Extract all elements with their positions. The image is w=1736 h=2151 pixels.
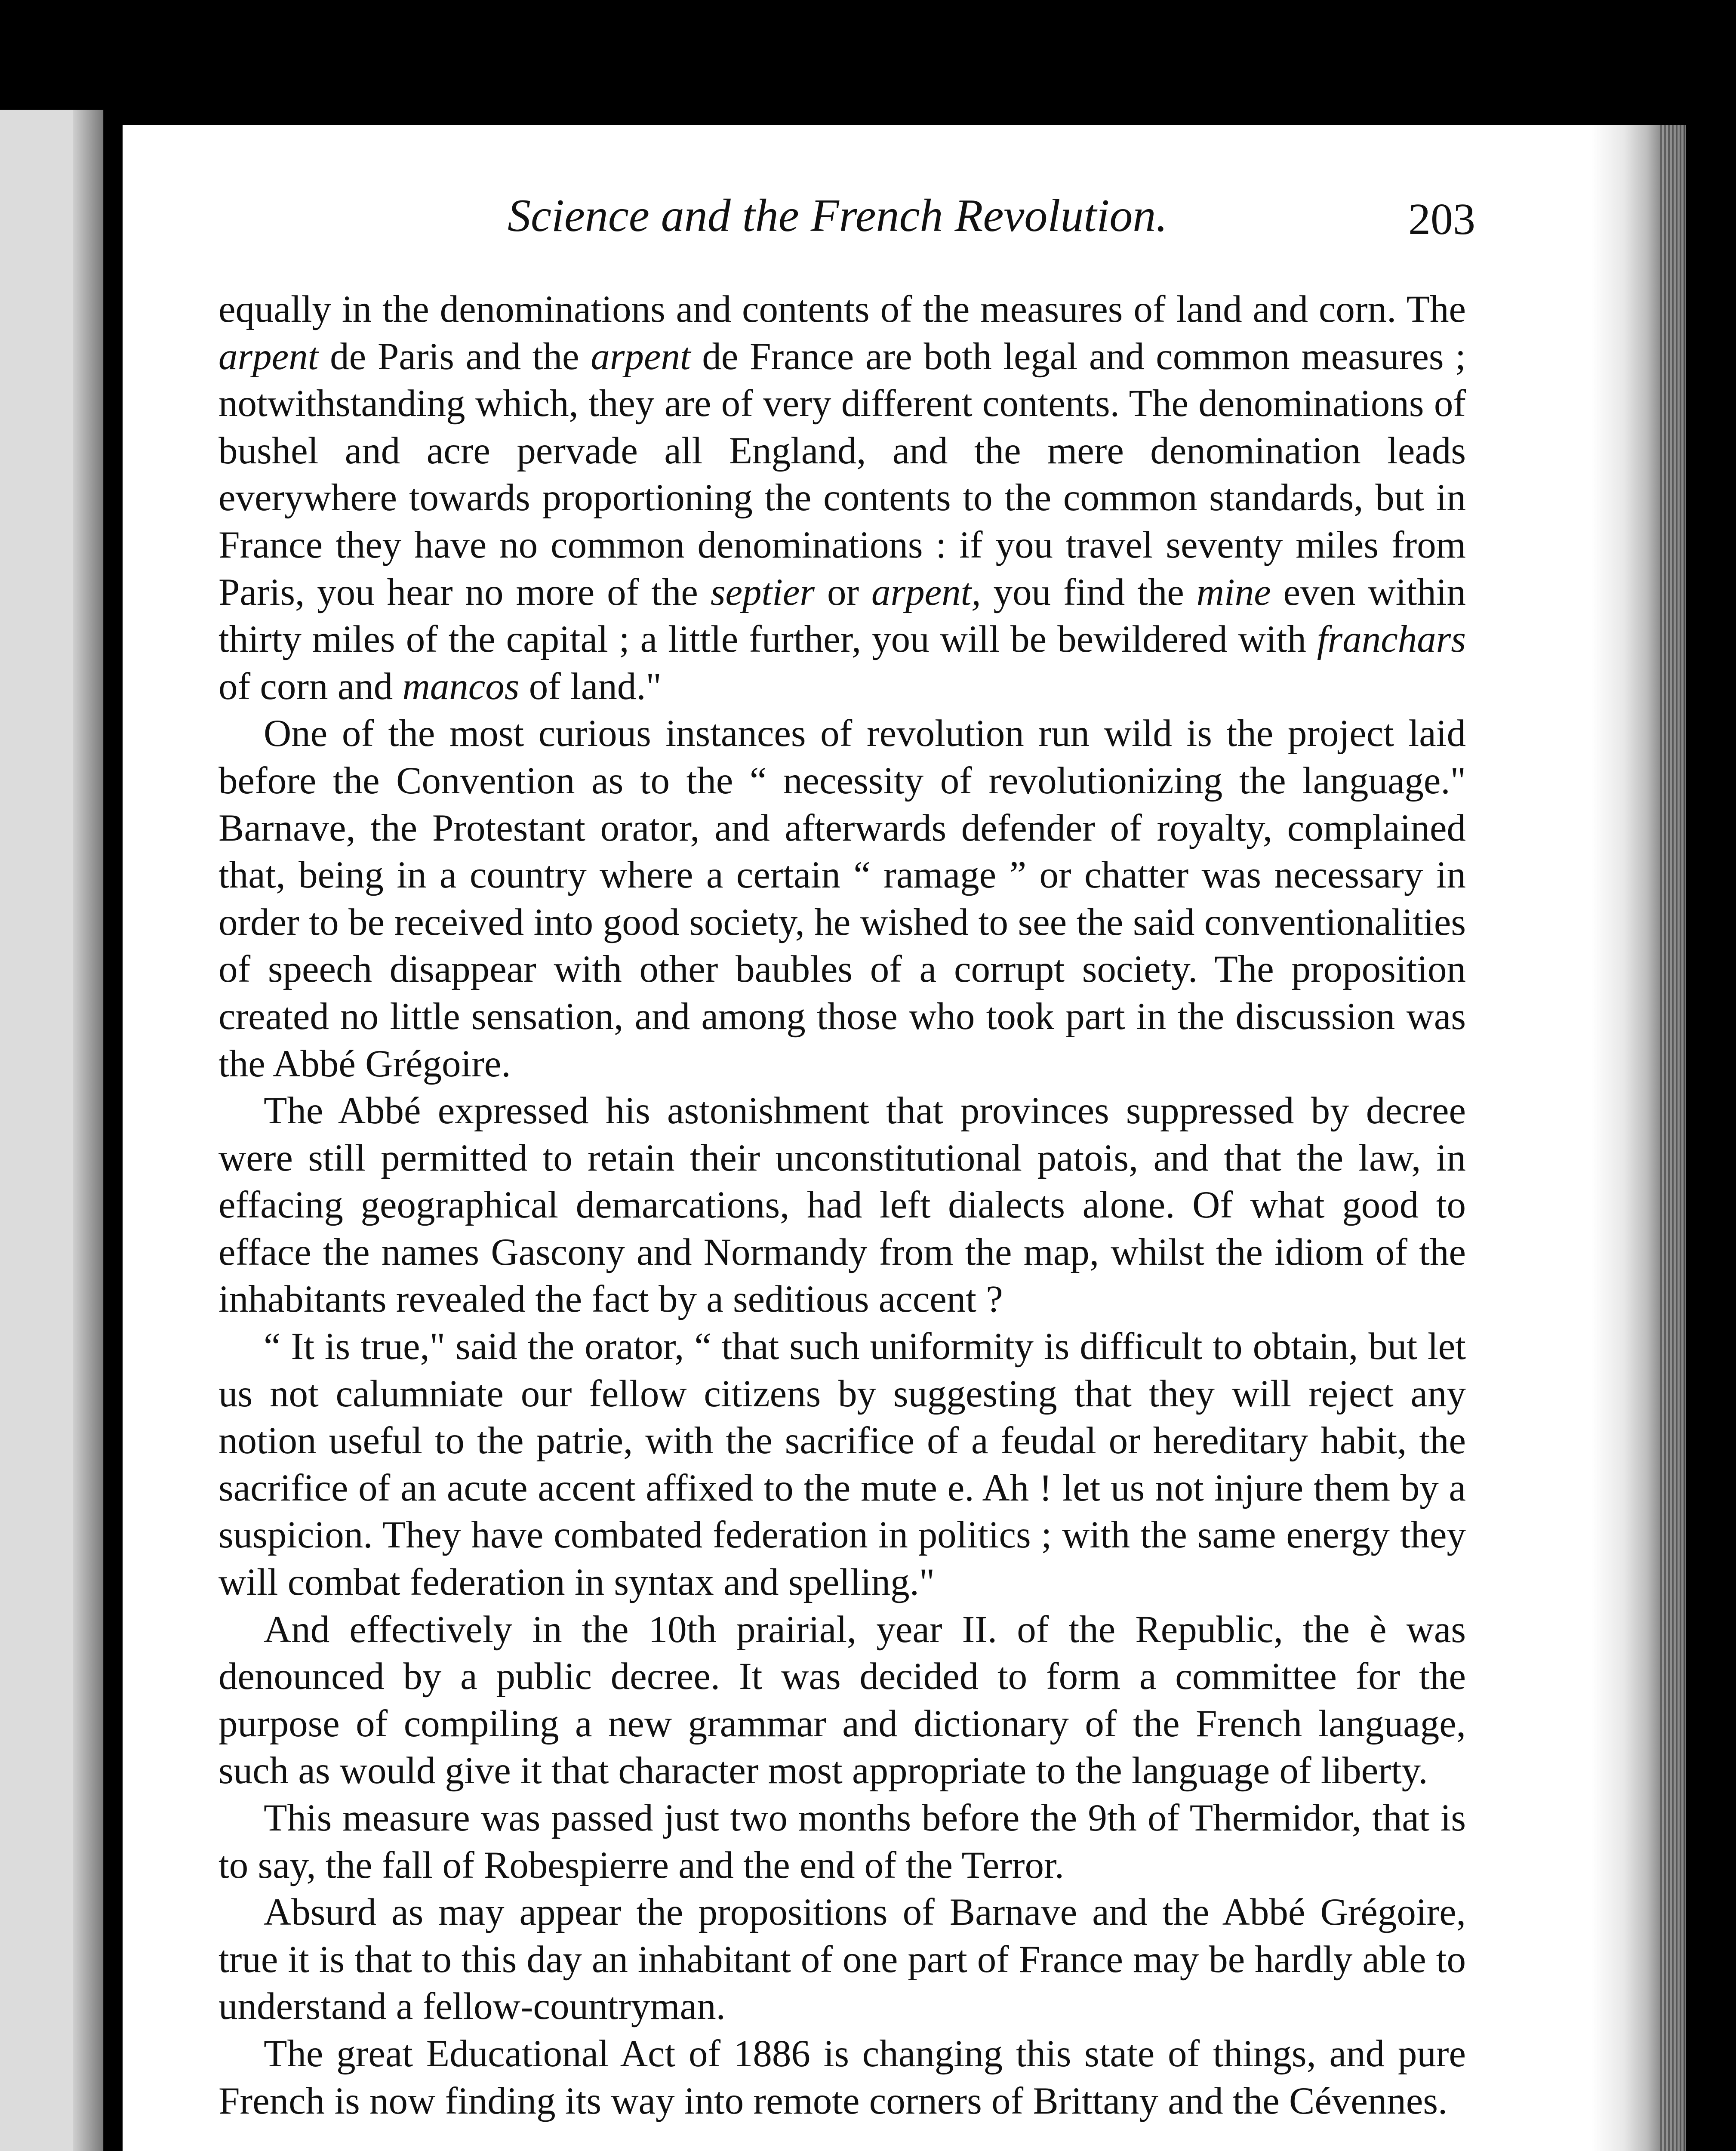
paragraph: [219, 1606, 1466, 1795]
italic-term: mine: [1196, 571, 1271, 613]
paragraph: [219, 1795, 1466, 1889]
paragraph: [219, 1323, 1466, 1606]
italic-term: arpent: [591, 335, 691, 378]
italic-term: septier: [710, 571, 815, 613]
text-run: you find the: [981, 571, 1197, 613]
text-run: equally in the denominations and contents of the measures of land and corn. The: [219, 288, 1466, 330]
italic-term: arpent: [219, 335, 319, 378]
paragraph: [219, 1088, 1466, 1323]
text-run: of corn and: [219, 665, 403, 708]
page-stack-edges: [1660, 125, 1686, 2151]
italic-term: mancos: [402, 665, 520, 708]
text-run: “ It is true," said the orator, “ that such uniformity is difficult to obtain, but let us not calumniate our fellow citizens by suggesting that they will reject any notion useful to the patrie, with the sacrifice of a feudal or hereditary habit, the sacrifice of an acute accent affixed to the mute e. Ah ! let us not injure them by a suspicion. They have combated federation in politics ; with the same energy they will combat federation in syntax and spelling.": [219, 1325, 1466, 1604]
paragraph: [219, 710, 1466, 1088]
italic-term: arpent,: [871, 571, 981, 613]
body-text: [219, 286, 1466, 2125]
page-number: 203: [1408, 194, 1475, 244]
text-run: de France are both legal and common measures ; notwithstanding which, they are of very different contents. The denominations of bushel and acre pervade all England, and the mere denomination leads everywhere towards proportioning the contents to the common standards, but in France they have no common denominations : if you travel seventy miles from Paris, you hear no more of the: [219, 335, 1466, 613]
text-run: One of the most curious instances of revolution run wild is the project laid before the Convention as to the “ necessity of revolutionizing the language." Barnave, the Protestant orator, and afterwards defender of royalty, complained that, being in a country where a certain “ ramage ” or chatter was necessary in order to be received into good society, he wished to see the said conventionalities of speech disappear with other baubles of a corrupt society. The proposition created no little sensation, and among those who took part in the discussion was the Abbé Grégoire.: [219, 712, 1466, 1085]
text-run: The Abbé expressed his astonishment that provinces suppressed by decree were still permitted to retain their unconstitutional patois, and that the law, in effacing geographical demarcations, had left dialects alone. Of what good to efface the names Gascony and Normandy from the map, whilst the idiom of the inhabitants revealed the fact by a seditious accent ?: [219, 1090, 1466, 1321]
italic-term: franchars: [1317, 618, 1466, 661]
text-run: de Paris and the: [318, 335, 591, 378]
paragraph: [219, 286, 1466, 710]
paragraph: [219, 2031, 1466, 2125]
text-run: Absurd as may appear the propositions of Barnave and the Abbé Grégoire, true it is that to this day an inhabitant of one part of France may be hardly able to understand a fellow-countryman.: [219, 1891, 1466, 2028]
text-run: of land.": [519, 665, 662, 708]
running-title: Science and the French Revolution.: [508, 190, 1168, 241]
running-head: [495, 189, 1613, 254]
gutter-shadow: [73, 110, 103, 2151]
text-run: The great Educational Act of 1886 is changing this state of things, and pure French is now finding its way into remote corners of Brittany and the Cévennes.: [219, 2032, 1466, 2122]
text-run: or: [815, 571, 871, 613]
text-run: This measure was passed just two months before the 9th of Thermidor, that is to say, the fall of Robespierre and the end of the Terror.: [219, 1797, 1466, 1886]
paragraph: [219, 1889, 1466, 2031]
text-run: And effectively in the 10th prairial, year II. of the Republic, the è was denounced by a public decree. It was decided to form a committee for the purpose of compiling a new grammar and dictionary of the French language, such as would give it that character most appropriate to the language of liberty.: [219, 1608, 1466, 1792]
text-run: even within thirty miles of the capital ; a little further, you will be bewildered with: [219, 571, 1466, 661]
